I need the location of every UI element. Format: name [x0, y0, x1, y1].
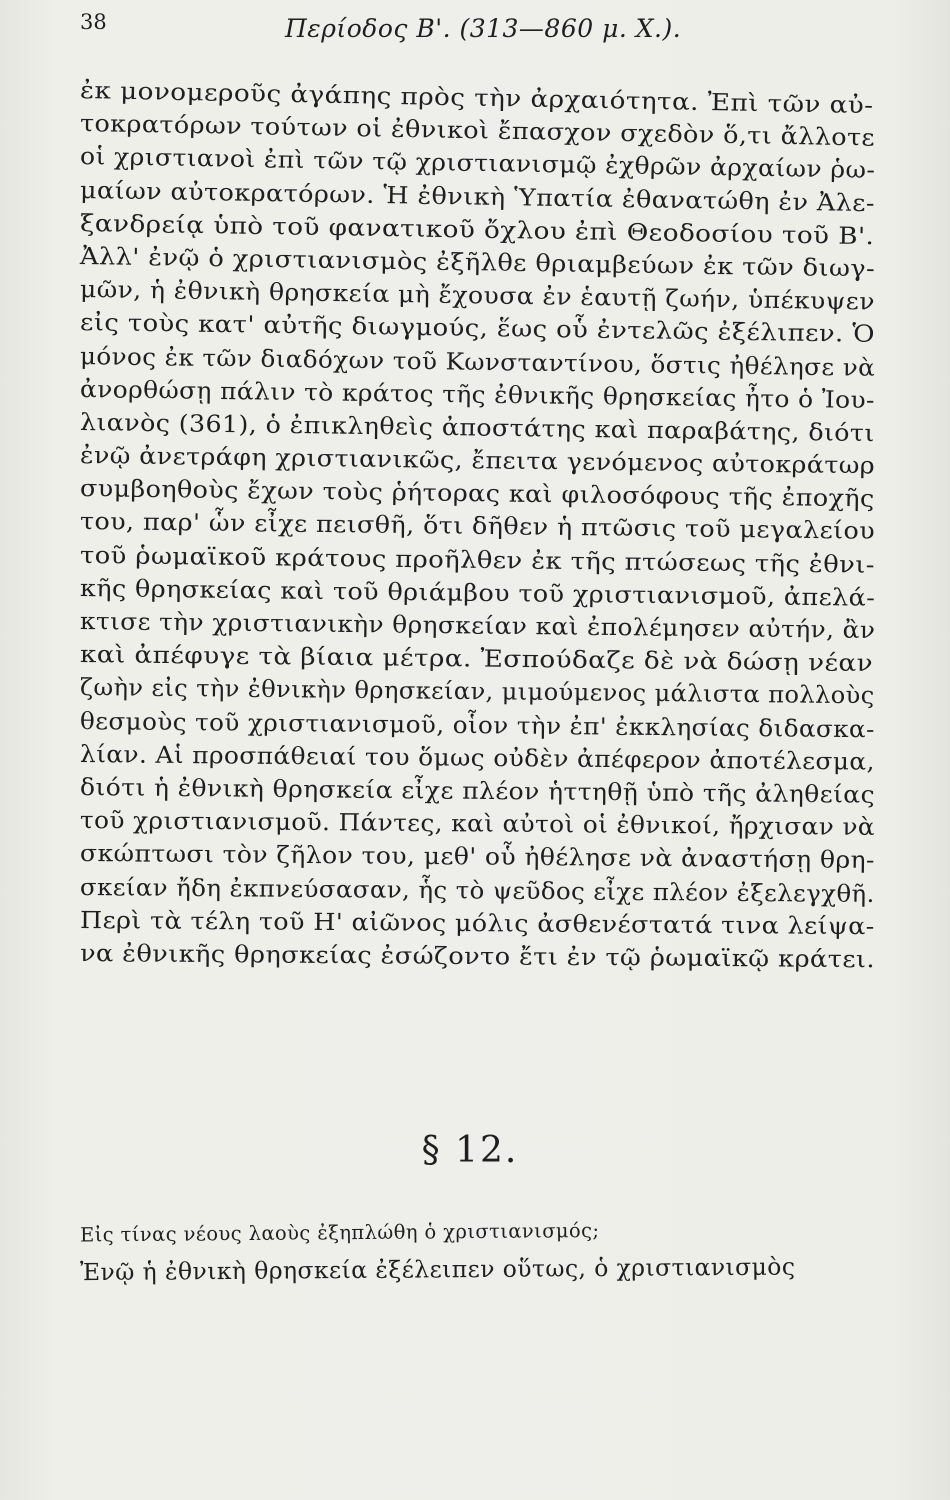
section-question: Εἰς τίνας νέους λαοὺς ἐξηπλώθη ὁ χριστιανισμός;	[79, 1218, 600, 1247]
page-header	[80, 10, 880, 50]
text-line: του, παρ' ὧν εἶχε πεισθῆ, ὅτι δῆθεν ἡ πτῶσις τοῦ μεγαλείου	[79, 507, 876, 546]
section-title: § 12.	[421, 1130, 519, 1171]
text-line: συμβοηθοὺς ἔχων τοὺς ῥήτορας καὶ φιλοσόφους τῆς ἐποχῆς	[79, 474, 875, 513]
text-line: λιανὸς (361), ὁ ἐπικληθεὶς ἀποστάτης καὶ παραβάτης, διότι	[79, 407, 875, 447]
text-line: ἐκ μονομεροῦς ἀγάπης πρὸς τὴν ἀρχαιότητα. Ἐπὶ τῶν αὐ-	[79, 76, 874, 120]
text-line: οἱ χριστιανοὶ ἐπὶ τῶν τῷ χριστιανισμῷ ἐχθρῶν ἀρχαίων ῥω-	[79, 142, 876, 185]
text-line: ἀνορθώσῃ πάλιν τὸ κράτος τῆς ἐθνικῆς θρησκείας ἦτο ὁ Ἰου-	[79, 374, 876, 414]
text-line: σκείαν ἤδη ἐκπνεύσασαν, ἧς τὸ ψεῦδος εἶχε πλέον ἐξελεγχθῆ.	[79, 872, 875, 908]
text-line: Περὶ τὰ τέλη τοῦ Η' αἰῶνος μόλις ἀσθενέστατά τινα λείψα-	[79, 905, 875, 940]
text-line: κῆς θρησκείας καὶ τοῦ θριάμβου τοῦ χριστιανισμοῦ, ἀπελά-	[79, 573, 876, 612]
text-line: Ἀλλ' ἐνῷ ὁ χριστιανισμὸς ἐξῆλθε θριαμβεύων ἐκ τῶν διωγ-	[79, 241, 876, 283]
text-line: μόνος ἐκ τῶν διαδόχων τοῦ Κωνσταντίνου, ὅστις ἠθέλησε νὰ	[79, 341, 876, 382]
text-line: εἰς τοὺς κατ' αὐτῆς διωγμούς, ἕως οὗ ἐντελῶς ἐξέλιπεν. Ὁ	[79, 308, 876, 349]
text-line: λίαν. Αἱ προσπάθειαί του ὅμως οὐδὲν ἀπέφερον ἀποτέλεσμα,	[79, 739, 875, 776]
text-line: ξανδρείᾳ ὑπὸ τοῦ φανατικοῦ ὄχλου ἐπὶ Θεοδοσίου τοῦ Β'.	[79, 208, 875, 250]
text-line: τοῦ ῥωμαϊκοῦ κράτους προῆλθεν ἐκ τῆς πτώσεως τῆς ἐθνι-	[79, 540, 876, 579]
text-line: ζωὴν εἰς τὴν ἐθνικὴν θρησκείαν, μιμούμενος μάλιστα πολλοὺς	[79, 673, 875, 710]
text-line: τοκρατόρων τούτων οἱ ἐθνικοὶ ἔπασχον σχεδὸν ὅ,τι ἄλλοτε	[79, 109, 876, 152]
text-line: θεσμοὺς τοῦ χριστιανισμοῦ, οἷον τὴν ἐπ' ἐκκλησίας διδασκα-	[79, 706, 875, 743]
body-text	[79, 74, 880, 974]
section-answer-first-line: Ἐνῷ ἡ ἐθνικὴ θρησκεία ἐξέλειπεν οὕτως, ὁ χριστιανισμὸς	[79, 1252, 796, 1287]
text-line: ἐνῷ ἀνετράφη χριστιανικῶς, ἔπειτα γενόμενος αὐτοκράτωρ	[79, 441, 876, 480]
running-head: Περίοδος Β'. (313—860 μ. Χ.).	[285, 14, 682, 43]
text-line: μῶν, ἡ ἐθνικὴ θρησκεία μὴ ἔχουσα ἐν ἑαυτῇ ζωήν, ὑπέκυψεν	[79, 275, 876, 316]
text-line: τοῦ χριστιανισμοῦ. Πάντες, καὶ αὐτοὶ οἱ ἐθνικοί, ἤρχισαν νὰ	[79, 806, 876, 842]
text-line: διότι ἡ ἐθνικὴ θρησκεία εἶχε πλέον ἡττηθῇ ὑπὸ τῆς ἀληθείας	[79, 772, 876, 809]
text-line: κτισε τὴν χριστιανικὴν θρησκείαν καὶ ἐπολέμησεν αὐτήν, ἂν	[79, 607, 876, 645]
text-line: καὶ ἀπέφυγε τὰ βίαια μέτρα. Ἐσπούδαζε δὲ νὰ δώσῃ νέαν	[79, 640, 874, 678]
page-number: 38	[80, 10, 107, 34]
text-line: μαίων αὐτοκρατόρων. Ἡ ἐθνικὴ Ὑπατία ἐθανατώθη ἐν Ἀλε-	[79, 175, 876, 217]
text-line: να ἐθνικῆς θρησκείας ἐσώζοντο ἔτι ἐν τῷ ῥωμαϊκῷ κράτει.	[79, 938, 876, 974]
text-line: σκώπτωσι τὸν ζῆλον του, μεθ' οὗ ἠθέλησε νὰ ἀναστήσῃ θρη-	[79, 839, 875, 875]
